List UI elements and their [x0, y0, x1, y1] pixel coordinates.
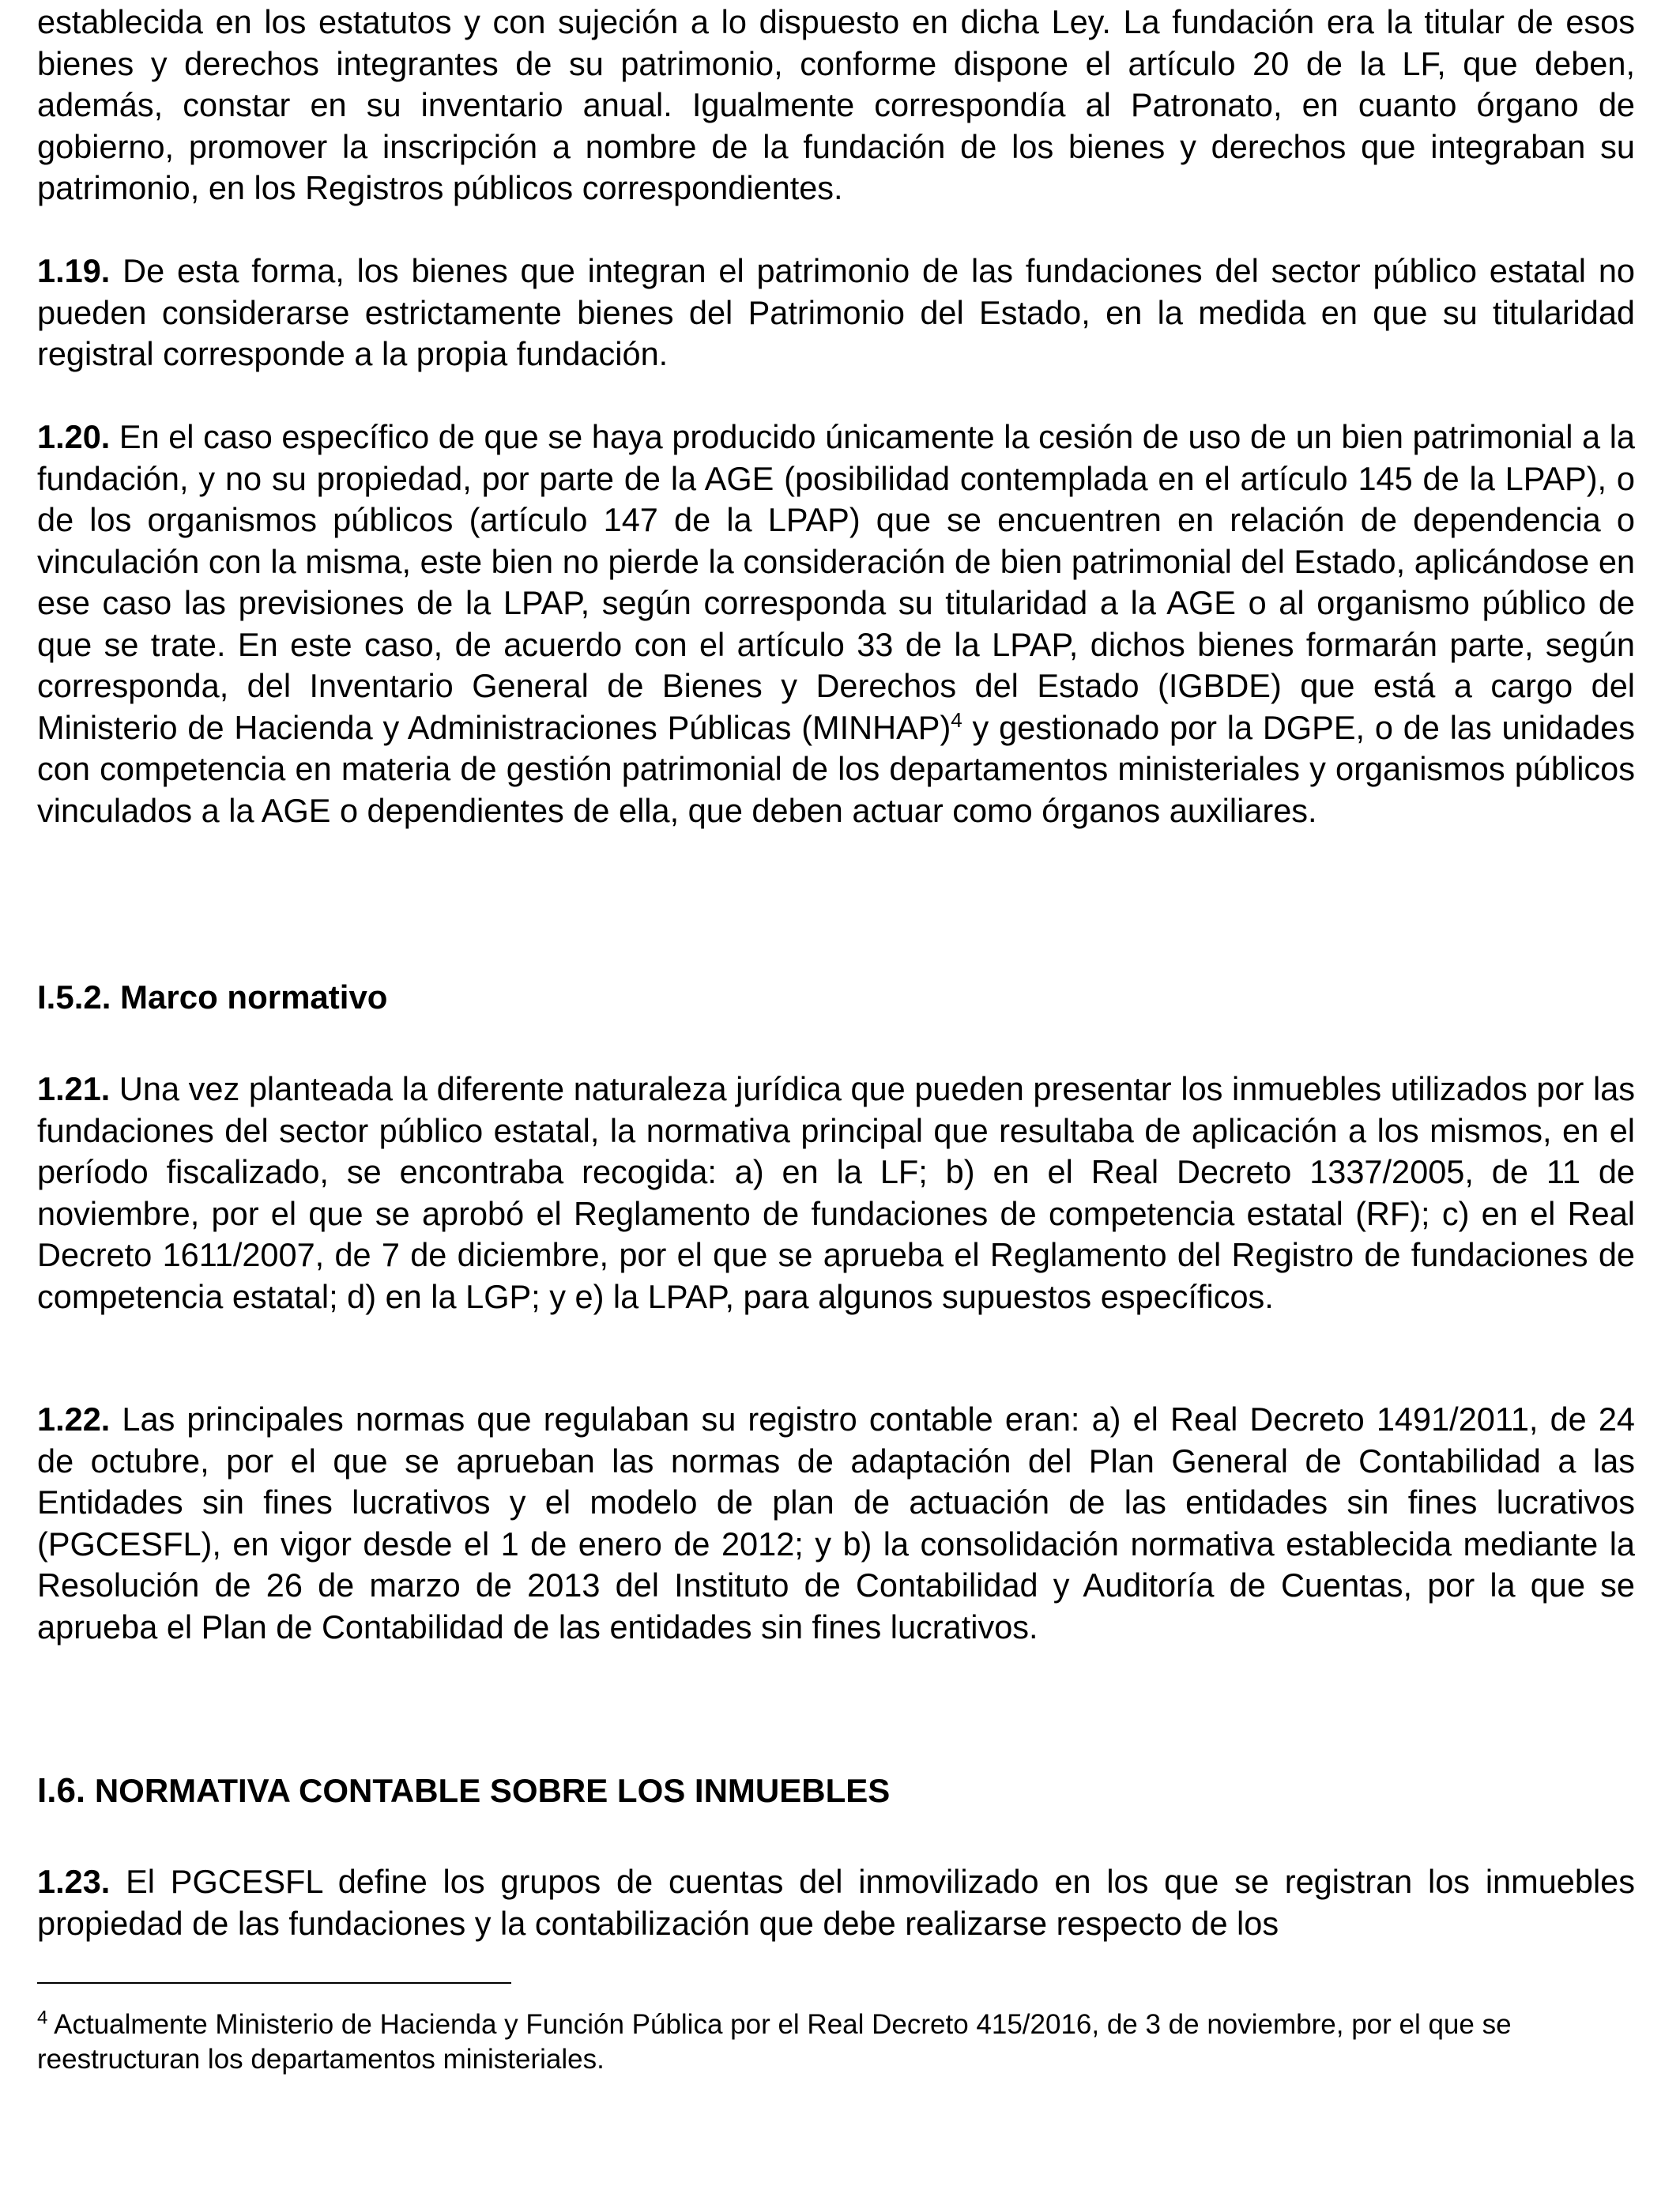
paragraph-text: De esta forma, los bienes que integran el patrimonio de las fundaciones del sector público estatal no pueden considerarse estrictamente bienes del Patrimonio del Estado, en la medida en que su titularidad registral corresponde a la propia fundación.	[37, 252, 1635, 372]
paragraph-1-23	[37, 1861, 1635, 1944]
intro-paragraph: establecida en los estatutos y con sujeción a lo dispuesto en dicha Ley. La fundación era la titular de esos bienes y derechos integrantes de su patrimonio, conforme dispone el artículo 20 de la LF, que deben, además, constar en su inventario anual. Igualmente correspondía al Patronato, en cuanto órgano de gobierno, promover la inscripción a nombre de la fundación de los bienes y derechos que integraban su patrimonio, en los Registros públicos correspondientes.	[37, 3, 1635, 206]
paragraph-number: 1.22.	[37, 1400, 111, 1438]
section-title: NORMATIVA CONTABLE SOBRE LOS INMUEBLES	[85, 1772, 891, 1809]
paragraph-text: En el caso específico de que se haya producido únicamente la cesión de uso de un bien patrimonial a la fundación, y no su propiedad, por parte de la AGE (posibilidad contemplada en el artículo 145 de la LPAP), o de los organismos públicos (artículo 147 de la LPAP) que se encuentren en relación de dependencia o vinculación con la misma, este bien no pierde la consideración de bien patrimonial del Estado, aplicándose en ese caso las previsiones de la LPAP, según corresponda su titularidad a la AGE o al organismo público de que se trate. En este caso, de acuerdo con el artículo 33 de la LPAP, dichos bienes formarán parte, según corresponda, del Inventario General de Bienes y Derechos del Estado (IGBDE) que está a cargo del Ministerio de Hacienda y Administraciones Públicas (MINHAP)	[37, 418, 1635, 746]
paragraph-text: Las principales normas que regulaban su registro contable eran: a) el Real Decreto 1491/2011, de 24 de octubre, por el que se aprueban las normas de adaptación del Plan General de Contabilidad a las Entidades sin fines lucrativos y el modelo de plan de actuación de las entidades sin fines lucrativos (PGCESFL), en vigor desde el 1 de enero de 2012; y b) la consolidación normativa establecida mediante la Resolución de 26 de marzo de 2013 del Instituto de Contabilidad y Auditoría de Cuentas, por la que se aprueba el Plan de Contabilidad de las entidades sin fines lucrativos.	[37, 1400, 1635, 1646]
footnote-text: Actualmente Ministerio de Hacienda y Función Pública por el Real Decreto 415/2016, de 3 de noviembre, por el que se reestructuran los departamentos ministeriales.	[37, 2009, 1512, 2075]
footnote-marker: 4	[37, 2007, 48, 2029]
section-heading-1-5-2: I.5.2. Marco normativo	[37, 978, 388, 1016]
paragraph-1-19	[37, 251, 1635, 375]
paragraph-number: 1.21.	[37, 1070, 111, 1107]
paragraph-1-22	[37, 1399, 1635, 1648]
paragraph-number: 1.19.	[37, 252, 111, 289]
paragraph-text: El PGCESFL define los grupos de cuentas del inmovilizado en los que se registran los inmuebles propiedad de las fundaciones y la contabilización que debe realizarse respecto de los	[37, 1863, 1635, 1942]
paragraph-text: Una vez planteada la diferente naturaleza jurídica que pueden presentar los inmuebles utilizados por las fundaciones del sector público estatal, la normativa principal que resultaba de aplicación a los mismos, en el período fiscalizado, se encontraba recogida: a) en la LF; b) en el Real Decreto 1337/2005, de 11 de noviembre, por el que se aprobó el Reglamento de fundaciones de competencia estatal (RF); c) en el Real Decreto 1611/2007, de 7 de diciembre, por el que se aprueba el Reglamento del Registro de fundaciones de competencia estatal; d) en la LGP; y e) la LPAP, para algunos supuestos específicos.	[37, 1070, 1635, 1315]
paragraph-number: 1.23.	[37, 1863, 111, 1900]
paragraph-text-continued: y gestionado por la DGPE, o de las unidades con competencia en materia de gestión patrimonial de los departamentos ministeriales y organismos públicos vinculados a la AGE o dependientes de ella, que deben actuar como órganos auxiliares.	[37, 708, 1635, 829]
footnote-reference[interactable]: 4	[951, 707, 962, 732]
paragraph-number: 1.20.	[37, 418, 111, 455]
paragraph-1-20	[37, 417, 1635, 831]
section-number: I.6.	[37, 1771, 86, 1810]
footnote-separator	[37, 1982, 511, 1984]
section-heading-1-6	[37, 1770, 890, 1811]
footnote-4	[37, 2007, 1635, 2077]
paragraph-1-21	[37, 1069, 1635, 1318]
